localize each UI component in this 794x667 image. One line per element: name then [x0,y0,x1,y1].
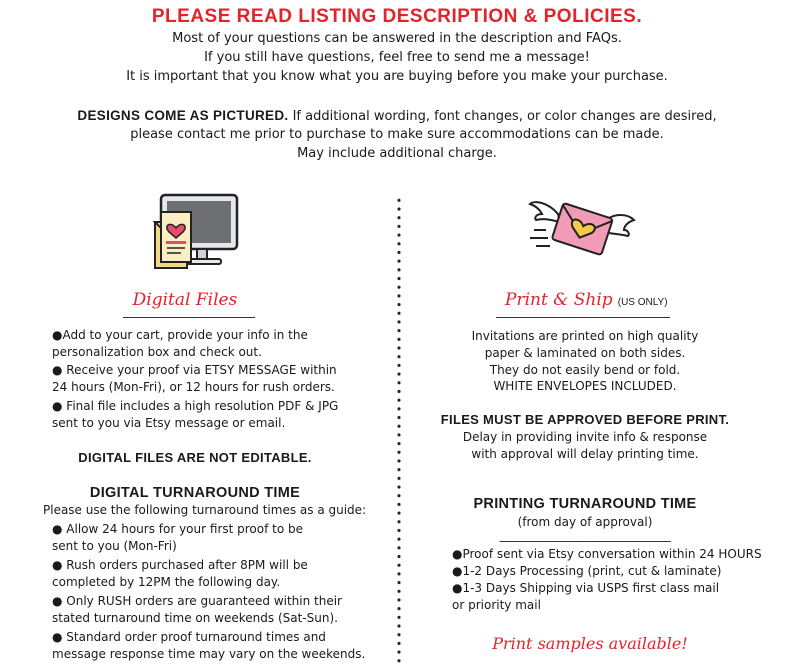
digital-title-underline [123,317,255,318]
designs-line [0,106,794,126]
designs-bold: DESIGNS COME AS PICTURED. [77,108,289,123]
digital-files-title: Digital Files [132,290,238,310]
designs-line: please contact me prior to purchase to make sure accommodations can be made. [130,127,664,142]
intro-line: If you still have questions, feel free to send me a message! [204,50,590,65]
digital-bullet: ● Receive your proof via ETSY MESSAGE within [52,363,337,377]
digital-bullet: 24 hours (Mon-Fri), or 12 hours for rush orders. [52,380,335,394]
designs-line: May include additional charge. [297,146,497,161]
digital-bullet: ●Add to your cart, provide your info in the [52,328,308,342]
print-turnaround-item: or priority mail [452,598,541,612]
print-description: paper & laminated on both sides. [484,346,686,360]
digital-bullet: ● Final file includes a high resolution PDF & JPG [52,399,339,413]
designs-rest: If additional wording, font changes, or color changes are desired, [288,109,717,124]
turnaround-item: ● Standard order proof turnaround times and [52,630,326,644]
print-description: They do not easily bend or fold. [489,363,681,377]
turnaround-item: ● Allow 24 hours for your first proof to be [52,522,304,536]
digital-bullet: sent to you via Etsy message or email. [52,416,286,430]
approval-line: with approval will delay printing time. [471,447,699,461]
flying-heart-envelope-icon [528,192,636,264]
turnaround-item: ● Only RUSH orders are guaranteed within their [52,594,342,608]
approval-line: Delay in providing invite info & response [462,430,708,444]
turnaround-item: stated turnaround time on weekends (Sat-Sun). [52,611,338,625]
not-editable-note: DIGITAL FILES ARE NOT EDITABLE. [78,450,312,465]
digital-turnaround-intro: Please use the following turnaround times as a guide: [43,503,367,517]
dotted-divider [397,196,401,666]
page-title: PLEASE READ LISTING DESCRIPTION & POLICIES. [151,6,643,27]
turnaround-item: completed by 12PM the following day. [52,575,281,589]
print-turnaround-item: ●1-3 Days Shipping via USPS first class mail [452,581,720,595]
print-description: Invitations are printed on high quality [471,329,699,343]
computer-invitation-icon [145,192,245,272]
turnaround-item: message response time may vary on the weekends. [52,647,366,661]
print-ship-title: Print & Ship [505,290,613,310]
us-only-note: (US ONLY) [617,297,668,308]
intro-line: Most of your questions can be answered in the description and FAQs. [172,31,622,46]
approval-title: FILES MUST BE APPROVED BEFORE PRINT. [440,412,730,427]
digital-turnaround-title: DIGITAL TURNAROUND TIME [89,485,301,501]
print-description: WHITE ENVELOPES INCLUDED. [493,379,677,393]
print-turnaround-item: ●1-2 Days Processing (print, cut & laminate) [452,564,722,578]
turnaround-item: sent to you (Mon-Fri) [52,539,177,553]
print-turnaround-item: ●Proof sent via Etsy conversation within 24 HOURS [452,547,762,561]
printing-turnaround-sub: (from day of approval) [517,515,653,529]
print-title-underline [496,317,670,318]
print-samples-note: Print samples available! [492,634,688,653]
printing-turnaround-title: PRINTING TURNAROUND TIME [473,496,697,512]
digital-bullet: personalization box and check out. [52,345,262,359]
print-ship-heading [505,290,668,310]
turnaround-rule: _______________________________ [499,528,671,542]
turnaround-item: ● Rush orders purchased after 8PM will be [52,558,308,572]
intro-line: It is important that you know what you are buying before you make your purchase. [126,69,668,84]
